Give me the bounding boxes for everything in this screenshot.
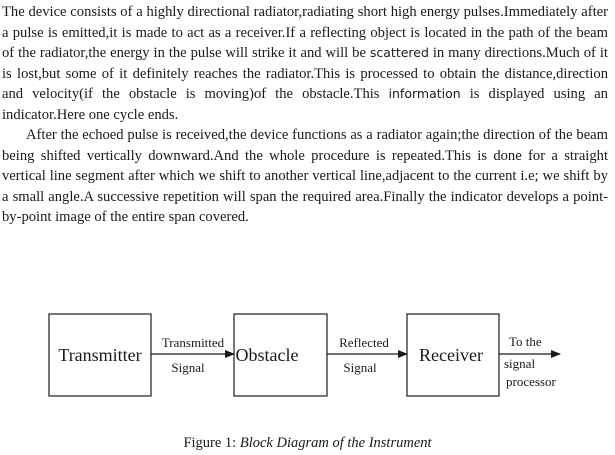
transmitted-label-line-1: Transmitted (161, 335, 225, 350)
paragraph-1-part-3: in many directions.Much of it is lost,but some of it definitely reaches the radiator.This is processed to obtain the distance,direction and velocity(if the obstacle is moving)of the obstacle.This (2, 45, 608, 102)
body-text (2, 2, 608, 228)
paragraph-1 (2, 2, 608, 125)
paragraph-1-part-1: The device consists of a highly directional radiator,radiating short high energy pulses.Immediately after a pulse is emitted,it is made to act as a receiver.If a reflecting object is located in the path of the beam of the radiator,the energy in the pulse will strike it and will be (2, 4, 608, 61)
paragraph-1-part-5: is displayed using an indicator.Here one cycle ends. (2, 86, 608, 123)
obstacle-label: Obstacle (235, 345, 299, 365)
word-scattered: scattered (369, 45, 429, 60)
transmitted-label-line-2: Signal (171, 360, 205, 375)
output-label-line-3: processor (506, 374, 556, 389)
caption-prefix: Figure 1: (183, 435, 240, 451)
caption-title: Block Diagram of the Instrument (239, 435, 432, 451)
block-diagram (0, 300, 615, 410)
reflected-label-line-1: Reflected (339, 335, 389, 350)
output-label-line-2: signal (504, 356, 536, 371)
word-information: information (388, 86, 461, 101)
receiver-label: Receiver (419, 345, 483, 365)
transmitter-label: Transmitter (58, 345, 142, 365)
paragraph-2: After the echoed pulse is received,the device functions as a radiator again;the direction of the beam being shifted vertically downward.And the whole procedure is repeated.This is done for a straight vertical line segment after which we shift to another vertical line,adjacent to the current i.e; we shift by a small angle.A successive repetition will span the required area.Finally the indicator develops a point-by-point image of the entire span covered. (2, 127, 608, 225)
figure-caption (0, 434, 615, 452)
reflected-label-line-2: Signal (343, 360, 377, 375)
output-label-line-1: To the (509, 334, 542, 349)
